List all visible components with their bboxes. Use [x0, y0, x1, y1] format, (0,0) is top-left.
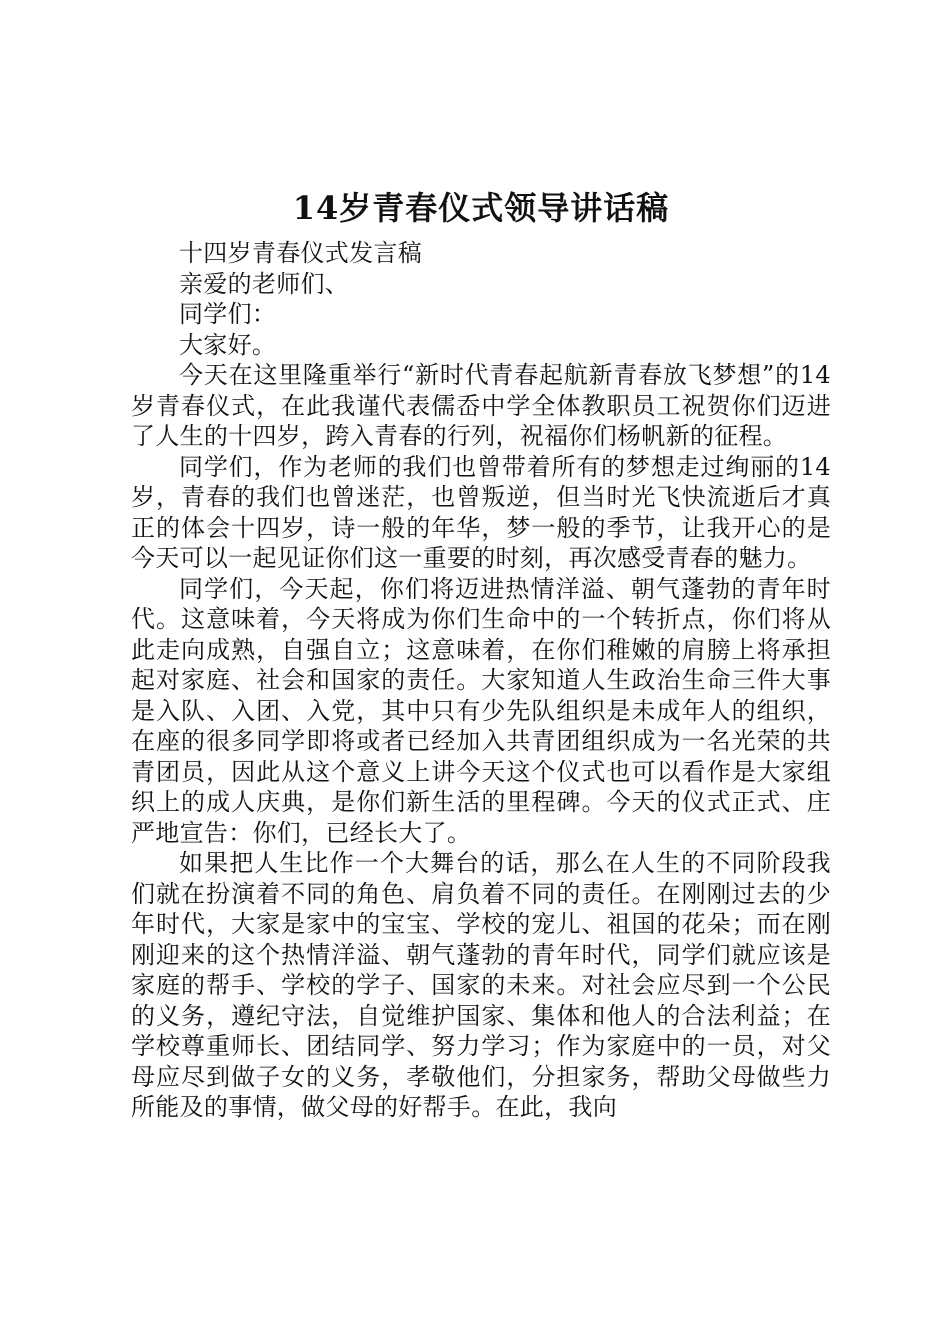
body-paragraph: 同学们，作为老师的我们也曾带着所有的梦想走过绚丽的14岁，青春的我们也曾迷茫，也曾叛逆，但当时光飞快流逝后才真正的体会十四岁，诗一般的年华，梦一般的季节，让我开心的是今天可以一起见证你们这一重要的时刻，再次感受青春的魅力。 [131, 452, 831, 572]
body-paragraph: 今天在这里隆重举行“新时代青春起航新青春放飞梦想”的14岁青春仪式，在此我谨代表儒岙中学全体教职员工祝贺你们迈进了人生的十四岁，跨入青春的行列，祝福你们杨帆新的征程。 [131, 361, 831, 450]
greeting-teachers: 亲爱的老师们、 [179, 269, 350, 298]
speech-heading: 十四岁青春仪式发言稿 [179, 239, 422, 267]
document-page [131, 184, 831, 1123]
body-paragraph: 如果把人生比作一个大舞台的话，那么在人生的不同阶段我们就在扮演着不同的角色、肩负着不同的责任。在刚刚过去的少年时代，大家是家中的宝宝、学校的宠儿、祖国的花朵；而在刚刚迎来的这个热情洋溢、朝气蓬勃的青年时代，同学们就应该是家庭的帮手、学校的学子、国家的未来。对社会应尽到一个公民的义务，遵纪守法，自觉维护国家、集体和他人的合法利益；在学校尊重师长、团结同学、努力学习；作为家庭中的一员，对父母应尽到做子女的义务，孝敬他们，分担家务，帮助父母做些力所能及的事情，做父母的好帮手。在此，我向 [131, 849, 831, 1121]
greeting-students: 同学们： [179, 300, 277, 328]
body-paragraph: 同学们，今天起，你们将迈进热情洋溢、朝气蓬勃的青年时代。这意味着，今天将成为你们生命中的一个转折点，你们将从此走向成熟，自强自立；这意味着，在你们稚嫩的肩膀上将承担起对家庭、社会和国家的责任。大家知道人生政治生命三件大事是入队、入团、入党，其中只有少先队组织是未成年人的组织，在座的很多同学即将或者已经加入共青团组织成为一名光荣的共青团员，因此从这个意义上讲今天这个仪式也可以看作是大家组织上的成人庆典，是你们新生活的里程碑。今天的仪式正式、庄严地宣告：你们，已经长大了。 [131, 574, 831, 847]
greeting-all: 大家好。 [179, 330, 277, 359]
document-title: 14岁青春仪式领导讲话稿 [292, 189, 670, 227]
